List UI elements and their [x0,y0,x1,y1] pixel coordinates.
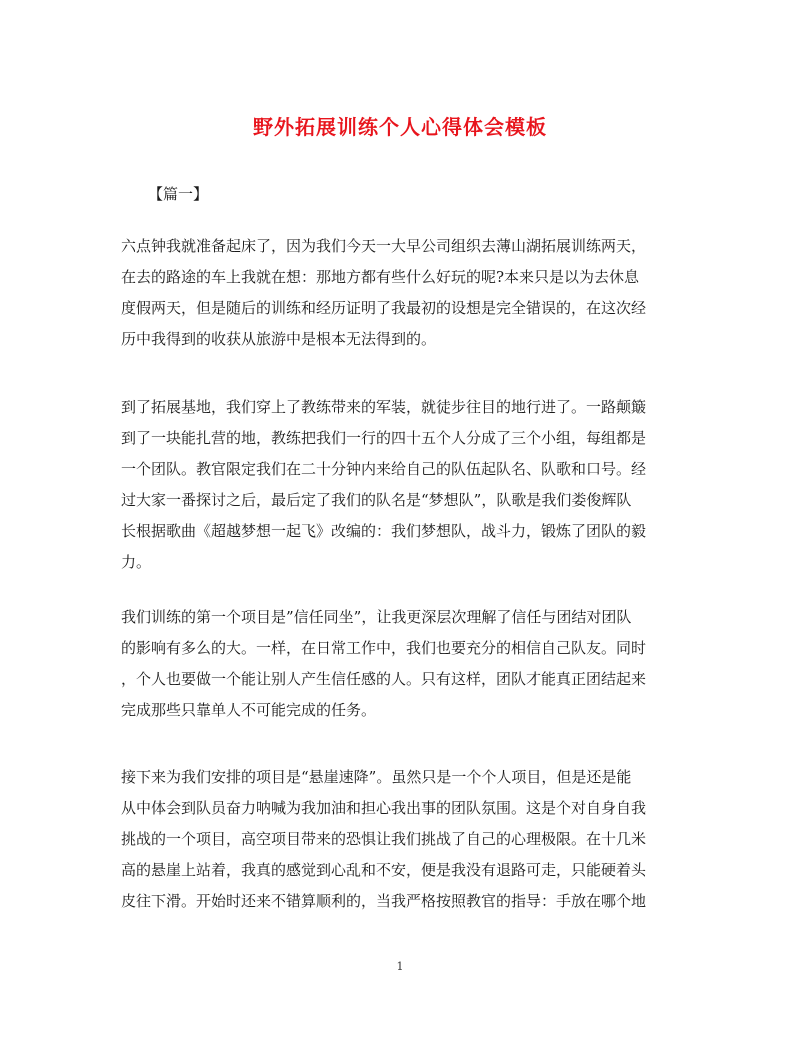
paragraph-line: 一个团队。教官限定我们在二十分钟内来给自己的队伍起队名、队歌和口号。经 [121,460,647,478]
paragraph-3 [121,602,681,726]
paragraph-line: 我们训练的第一个项目是”信任同坐”，让我更深层次理解了信任与团结对团队 [121,608,632,626]
paragraph-line: 历中我得到的收获从旅游中是根本无法得到的。 [121,330,437,348]
paragraph-line: 完成那些只靠单人不可能完成的任务。 [121,701,377,719]
paragraph-line: 到了一块能扎营的地，教练把我们一行的四十五个人分成了三个小组，每组都是 [121,429,647,447]
paragraph-line: 在去的路途的车上我就在想：那地方都有些什么好玩的呢?本来只是以为去休息 [121,268,640,286]
paragraph-line: 过大家一番探讨之后，最后定了我们的队名是“梦想队”，队歌是我们娄俊辉队 [121,491,632,509]
paragraph-line: 长根据歌曲《超越梦想一起飞》改编的：我们梦想队，战斗力，锻炼了团队的毅 [121,522,647,540]
paragraph-line: 高的悬崖上站着，我真的感觉到心乱和不安，便是我没有退路可走，只能硬着头 [121,861,647,879]
paragraph-line: 度假两天，但是随后的训练和经历证明了我最初的设想是完全错误的，在这次经 [121,299,647,317]
paragraph-line: 的影响有多么的大。一样，在日常工作中，我们也要充分的相信自己队友。同时 [121,639,647,657]
paragraph-line: ，个人也要做一个能让别人产生信任感的人。只有这样，团队才能真正团结起来 [121,670,647,688]
page-number: 1 [396,960,404,973]
paragraph-line: 到了拓展基地，我们穿上了教练带来的军装，就徒步往目的地行进了。一路颠簸 [121,398,647,416]
paragraph-1 [121,231,681,355]
section-label: 【篇一】 [148,185,209,203]
paragraph-line: 皮往下滑。开始时还来不错算顺利的，当我严格按照教官的指导：手放在哪个地 [121,892,647,910]
paragraph-line: 力。 [121,553,152,571]
document-title: 野外拓展训练个人心得体会模板 [253,115,547,139]
paragraph-line: 挑战的一个项目，高空项目带来的恐惧让我们挑战了自己的心理极限。在十几米 [121,830,647,848]
paragraph-line: 从中体会到队员奋力呐喊为我加油和担心我出事的团队氛围。这是个对自身自我 [121,799,647,817]
paragraph-line: 接下来为我们安排的项目是“悬崖速降”。虽然只是一个个人项目，但是还是能 [121,768,632,786]
paragraph-2 [121,392,681,578]
paragraph-4 [121,762,681,917]
paragraph-line: 六点钟我就准备起床了，因为我们今天一大早公司组织去薄山湖拓展训练两天， [121,237,647,255]
